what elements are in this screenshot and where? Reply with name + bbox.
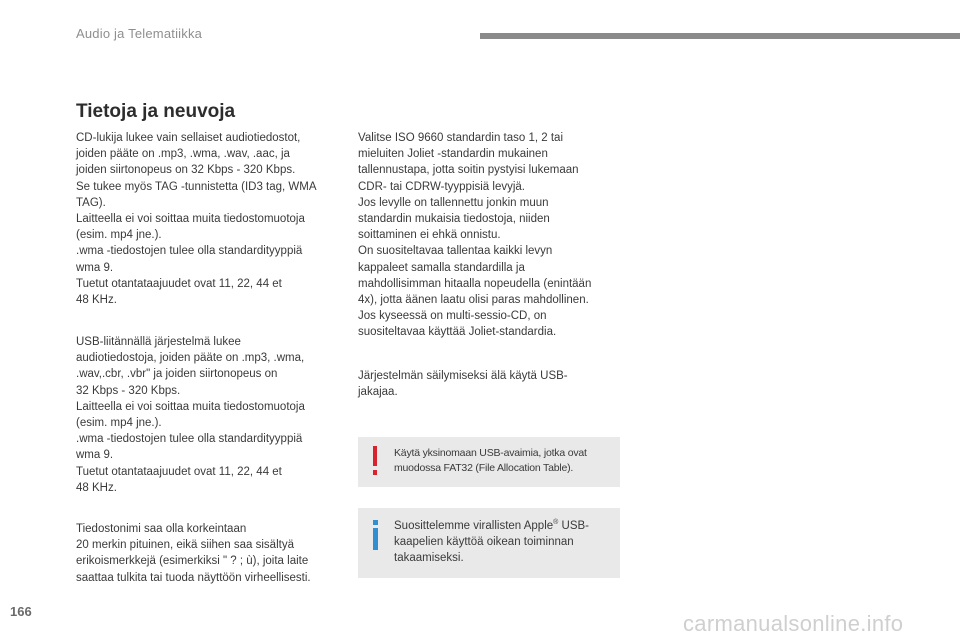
iso-standard-paragraph: Valitse ISO 9660 standardin taso 1, 2 tai mieluiten Joliet -standardin mukainen tallennustapa, jotta soitin pystyisi lukemaan CDR- tai CDRW-tyyppisiä levyjä. Jos levylle on tallennettu jonkin muun standardin mukaisia tiedostoja, niiden soittaminen ei ehkä onnistu. On suositeltavaa tallentaa kaikki levyn kappaleet samalla standardilla ja mahdollisimman hitaalla nopeudella (enintään 4x), jotta äänen laatu olisi paras mahdollinen. Jos kyseessä on multi-sessio-CD, on suositeltavaa käyttää Joliet-standardia. — [358, 132, 592, 339]
registered-mark: ® — [553, 519, 559, 527]
filename-paragraph: Tiedostonimi saa olla korkeintaan 20 merkin pituinen, eikä siihen saa sisältyä erikoismerkkejä (esimerkiksi " ? ; ù), joita laite saattaa tulkita tai tuoda näyttöön virheellisesti. — [76, 523, 311, 584]
warning-note-text: Käytä yksinomaan USB-avaimia, jotka ovat muodossa FAT32 (File Allocation Table). — [394, 447, 587, 474]
info-note-text-start: Suosittelemme virallisten Apple — [394, 520, 554, 532]
info-note-text-end: USB- kaapelien käyttöä oikean toiminnan takaamiseksi. — [394, 520, 590, 565]
section-title: Audio ja Telematiikka — [76, 26, 203, 41]
cd-formats-paragraph: CD-lukija lukee vain sellaiset audiotiedostot, joiden pääte on .mp3, .wma, .wav, .aac, ja joiden siirtonopeus on 32 Kbps - 320 Kbps. Se tukee myös TAG -tunnistetta (ID3 tag, WMA TAG). Laitteella ei voi soittaa muita tiedostomuotoja (esim. mp4 jne.). .wma -tiedostojen tulee olla standardityyppiä wma 9. Tuetut otantataajuudet ovat 11, 22, 44 et 48 KHz. — [76, 132, 317, 307]
usb-formats-paragraph: USB-liitännällä järjestelmä lukee audiotiedostoja, joiden pääte on .mp3, .wma, .wav,.cbr, .vbr" ja joiden siirtonopeus on 32 Kbps - 320 Kbps. Laitteella ei voi soittaa muita tiedostomuotoja (esim. mp4 jne.). .wma -tiedostojen tulee olla standardityyppiä wma 9. Tuetut otantataajuudet ovat 11, 22, 44 et 48 KHz. — [76, 336, 305, 494]
info-note — [358, 508, 620, 578]
header-bar — [480, 33, 960, 39]
page-number: 166 — [10, 604, 32, 619]
usb-hub-paragraph: Järjestelmän säilymiseksi älä käytä USB- jakajaa. — [358, 370, 568, 399]
warning-note — [358, 437, 620, 487]
info-note-text — [394, 518, 616, 567]
watermark: carmanualsonline.info — [683, 611, 904, 636]
page-title: Tietoja ja neuvoja — [76, 101, 236, 122]
exclamation-icon — [370, 446, 380, 476]
info-icon — [371, 520, 381, 552]
